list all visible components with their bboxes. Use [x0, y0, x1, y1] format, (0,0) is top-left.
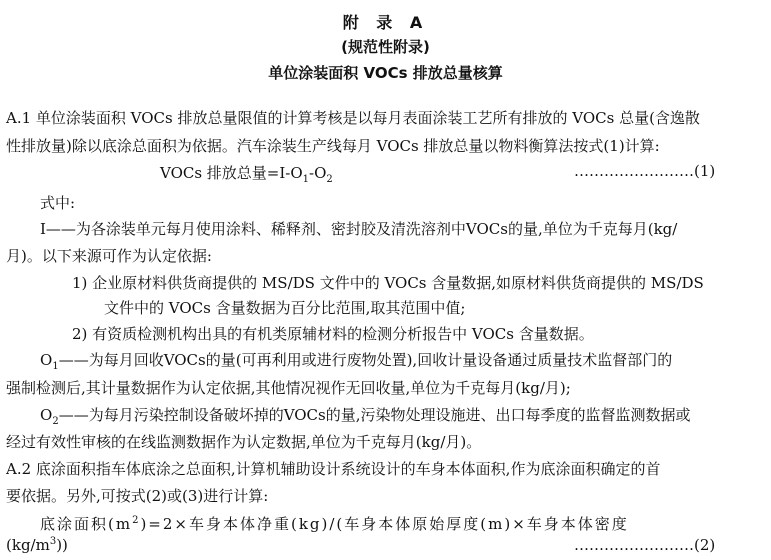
o2-sub: 2	[52, 416, 59, 427]
formula-2-line1	[40, 513, 629, 534]
formula-1-minus: -O	[309, 164, 327, 182]
formula-1-text: VOCs 排放总量=I-O	[160, 164, 303, 182]
i-definition-line1: I——为各涂装单元每月使用涂料、稀释剂、密封胶及清洗溶剂中VOCs的量,单位为千克每月(kg/	[40, 220, 678, 238]
formula-2-ref: ……………………(2)	[574, 536, 716, 554]
o1-letter: O	[40, 351, 53, 369]
formula-2-part-b: )=2×车身本体净重(kg)/(车身本体原始厚度(m)×车身本体密度	[140, 515, 629, 533]
o1-definition-line1	[40, 349, 672, 372]
a2-paragraph-line2: 要依据。另外,可按式(2)或(3)进行计算:	[6, 487, 269, 505]
formula-2-sup-3: 3	[49, 536, 57, 547]
section-heading: 单位涂装面积 VOCs 排放总量核算	[268, 64, 503, 82]
list-item-1-line2: 文件中的 VOCs 含量数据为百分比范围,取其范围中值;	[104, 299, 466, 317]
formula-1-sub-o2: 2	[326, 174, 333, 185]
o2-letter: O	[40, 406, 53, 424]
formula-1-ref: ……………………(1)	[574, 162, 716, 180]
o2-definition-line2: 经过有效性审核的在线监测数据作为认定数据,单位为千克每月(kg/月)。	[6, 433, 482, 451]
a2-paragraph-line1: A.2 底涂面积指车体底涂之总面积,计算机辅助设计系统设计的车身本体面积,作为底涂面积确定的首	[6, 460, 661, 478]
formula-1-sub-o1: 1	[302, 174, 310, 185]
o1-sub: 1	[52, 361, 59, 372]
i-definition-line2: 月)。以下来源可作为认定依据:	[6, 247, 212, 265]
o1-definition-line2: 强制检测后,其计量数据作为认定依据,其他情况视作无回收量,单位为千克每月(kg/月);	[6, 379, 571, 397]
o1-text: ——为每月回收VOCs的量(可再利用或进行废物处置),回收计量设备通过质量技术监督部门的	[58, 351, 673, 369]
appendix-title: 附 录 A	[342, 13, 429, 32]
formula-2-sup-2: 2	[132, 515, 141, 526]
normative-label: (规范性附录)	[341, 38, 430, 56]
formula-2-part-c: (kg/m	[6, 536, 50, 554]
formula-2-part-d: ))	[56, 536, 68, 554]
formula-2-line2	[6, 536, 68, 554]
formula-1	[160, 162, 333, 185]
a1-paragraph-line2: 性排放量)除以底涂总面积为依据。汽车涂装生产线每月 VOCs 排放总量以物料衡算法按式(1)计算:	[6, 137, 660, 155]
o2-text: ——为每月污染控制设备破坏掉的VOCs的量,污染物处理设施进、出口每季度的监督监测数据或	[58, 406, 691, 424]
list-item-1-line1: 1) 企业原材料供货商提供的 MS/DS 文件中的 VOCs 含量数据,如原材料供货商提供的 MS/DS	[72, 274, 704, 292]
where-label: 式中:	[40, 194, 76, 212]
list-item-2: 2) 有资质检测机构出具的有机类原辅材料的检测分析报告中 VOCs 含量数据。	[72, 325, 594, 343]
a1-paragraph-line1: A.1 单位涂装面积 VOCs 排放总量限值的计算考核是以每月表面涂装工艺所有排放的 VOCs 总量(含逸散	[6, 109, 700, 127]
formula-2-part-a: 底涂面积(m	[40, 515, 133, 533]
o2-definition-line1	[40, 404, 691, 427]
